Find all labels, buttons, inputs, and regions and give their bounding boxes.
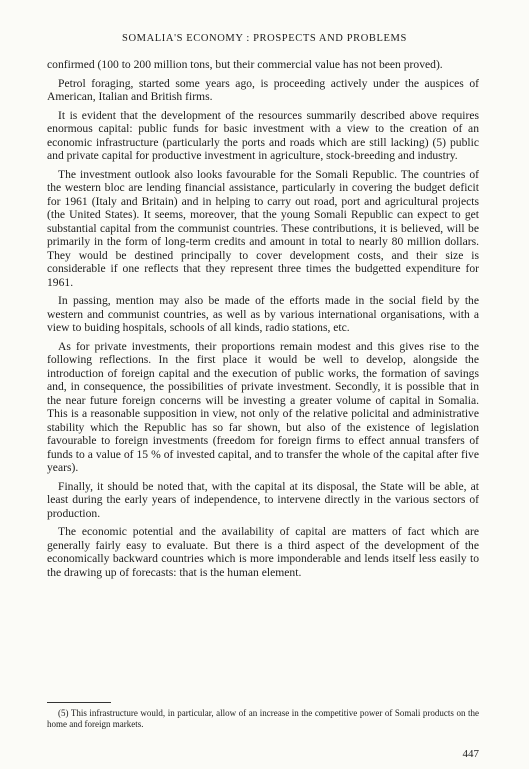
paragraph: Finally, it should be noted that, with the capital at its disposal, the State will be able, at least during the early years of independence, to intervene directly in the various sectors of production. [47, 479, 479, 520]
page-number: 447 [462, 748, 479, 760]
body-text [47, 58, 479, 584]
footnote-rule [47, 702, 111, 703]
paragraph: The investment outlook also looks favourable for the Somali Republic. The countries of the western bloc are lending financial assistance, particularly in covering the budget deficit for 1961 (Italy and Britain) and in helping to carry out road, port and agricultural projects (the United States). It seems, moreover, that the young Somali Republic can expect to get substantial capital from the communist countries. These contributions, it is believed, will be primarily in the form of long-term credits and amount in total to nearly 80 million dollars. They would be destined principally to cover development costs, and their size is considerable if one reflects that they represent three times the budgetted expenditure for 1961. [47, 167, 479, 289]
paragraph: In passing, mention may also be made of the efforts made in the social field by the western and communist countries, as well as by various international organisations, with a view to buiding hospitals, schools of all kinds, radio stations, etc. [47, 294, 479, 334]
paragraph: Petrol foraging, started some years ago, is proceeding actively under the auspices of American, Italian and British firms. [47, 76, 479, 103]
paragraph: As for private investments, their proportions remain modest and this gives rise to the following reflections. In the first place it would be well to develop, alongside the introduction of foreign capital and the execution of public works, the formation of savings and, in consequence, the possibilities of private investment. Secondly, it is possible that in the near future foreign concerns will be investing a greater volume of capital in Somalia. This is a reasonable supposition in view, not only of the relative policital and administrative stability which the Republic has so far shown, but also of the existence of legislation favourable to foreign investments (freedom for foreign firms to effect annual transfers of funds to a value of 15 % of invested capital, and to transfer the whole of the capital after five years). [47, 339, 479, 474]
paragraph: It is evident that the development of the resources summarily described above requires enormous capital: public funds for basic investment with a view to the creation of an economic infrastructure (particularly the ports and roads which are still lacking) (5) public and private capital for productive investment in agriculture, stock-breeding and industry. [47, 108, 479, 162]
footnote: (5) This infrastructure would, in particular, allow of an increase in the competitive power of Somali products on the home and foreign markets. [47, 708, 479, 729]
running-title: SOMALIA'S ECONOMY : PROSPECTS AND PROBLEMS [122, 33, 407, 44]
paragraph: The economic potential and the availability of capital are matters of fact which are generally fairly easy to evaluate. But there is a third aspect of the development of the economically backward countries which is more imponderable and lends itself less easily to the drawing up of forecasts: that is the human element. [47, 525, 479, 579]
paragraph: confirmed (100 to 200 million tons, but their commercial value has not been proved). [47, 58, 443, 71]
